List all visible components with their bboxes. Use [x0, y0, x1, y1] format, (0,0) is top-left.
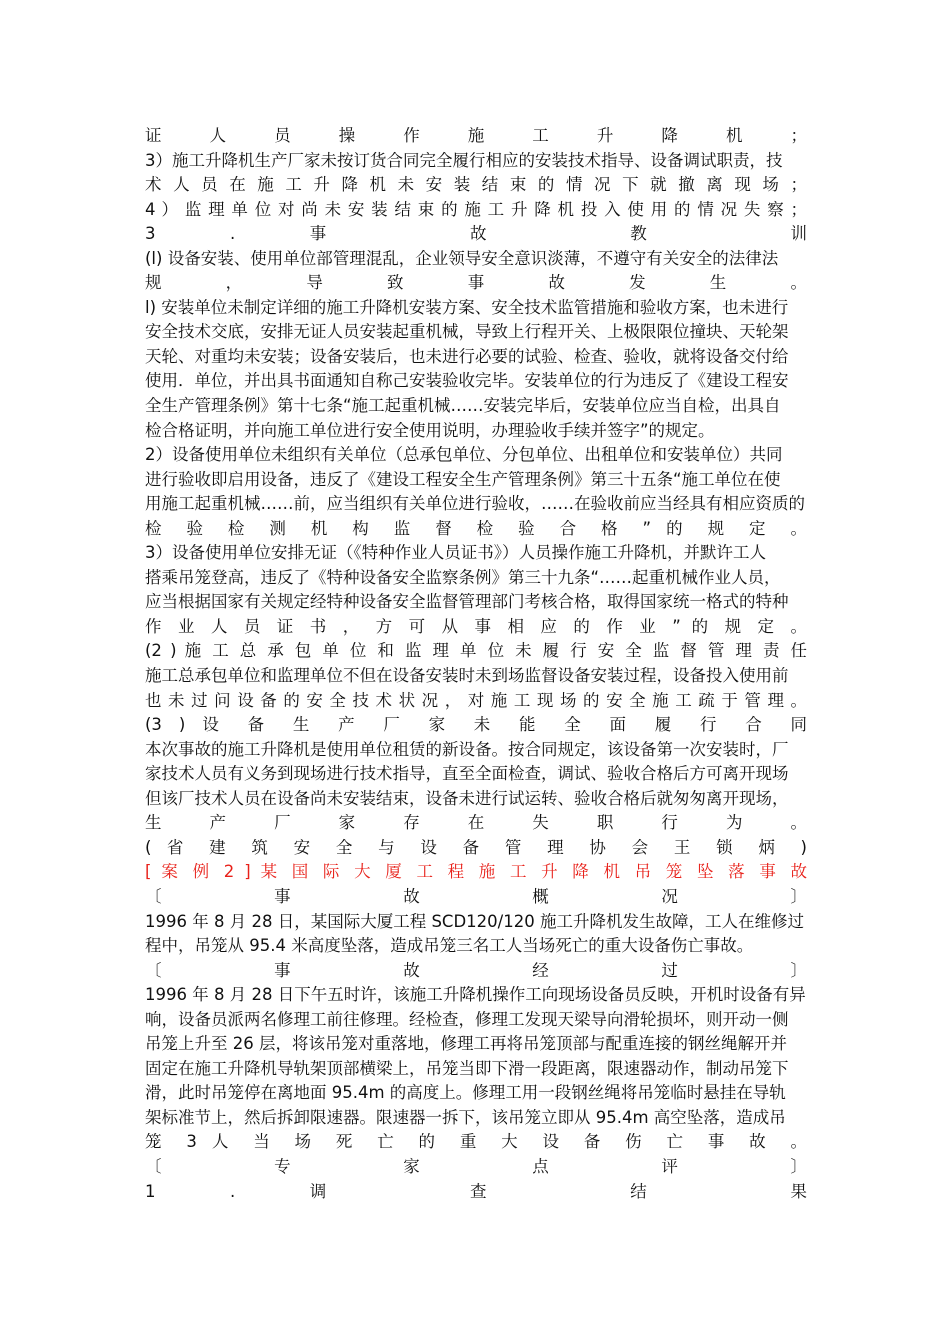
text-line: 规 ， 导 致 事 故 发 生 。	[145, 273, 807, 293]
text-line: 天轮、对重均未安装；设备安装后，也未进行必要的试验、检查、验收，就将设备交付给	[145, 346, 789, 366]
text-line: 3）施工升降机生产厂家未按订货合同完全履行相应的安装技术指导、设备调试职责，技	[145, 150, 783, 170]
text-line: 〔 事 故 经 过 〕	[145, 960, 807, 980]
text-line: 〔 专 家 点 评 〕	[145, 1156, 807, 1176]
text-line: 2）设备使用单位未组织有关单位（总承包单位、分包单位、出租单位和安装单位）共同	[145, 445, 783, 465]
text-line: 安全技术交底，安排无证人员安装起重机械，导致上行程开关、上极限限位撞块、天轮架	[145, 322, 789, 342]
text-line: 生 产 厂 家 存 在 失 职 行 为 。	[145, 813, 807, 833]
text-line: 证 人 员 操 作 施 工 升 降 机 ；	[145, 126, 807, 145]
text-line: 施工总承包单位和监理单位不但在设备安装时未到场监督设备安装过程，设备投入使用前	[145, 666, 789, 686]
text-line: 但该厂技术人员在设备尚未安装结束，设备未进行试运转、验收合格后就匆匆离开现场，	[145, 788, 789, 808]
text-line: 使用．单位，并出具书面通知自称己安装验收完毕。安装单位的行为违反了《建设工程安	[145, 371, 789, 391]
text-line: l) 安装单位未制定详细的施工升降机安装方案、安全技术监管措施和验收方案，也未进行	[145, 297, 789, 317]
text-line: 本次事故的施工升降机是使用单位租赁的新设备。按合同规定，该设备第一次安装时，厂	[145, 739, 789, 759]
text-line: 用施工起重机械……前，应当组织有关单位进行验收，……在验收前应当经具有相应资质的	[145, 494, 805, 514]
text-line: 检合格证明，并向施工单位进行安全使用说明，办理验收手续并签字”的规定。	[145, 420, 715, 440]
text-line: 作 业 人 员 证 书 ， 方 可 从 事 相 应 的 作 业 ” 的 规 定 。	[145, 616, 807, 636]
text-line: 3）设备使用单位安排无证（《特种作业人员证书》）人员操作施工升降机，并默许工人	[145, 543, 766, 563]
text-line: 搭乘吊笼登高，违反了《特种设备安全监察条例》第三十九条“……起重机械作业人员，	[145, 567, 781, 587]
text-line: 进行验收即启用设备，违反了《建设工程安全生产管理条例》第三十五条“施工单位在使	[145, 469, 781, 489]
text-line: 〔 事 故 概 况 〕	[145, 886, 807, 906]
text-line: (2 ) 施 工 总 承 包 单 位 和 监 理 单 位 未 履 行 安 全 监 督 管 理 责 任	[145, 641, 807, 661]
text-line: 程中，吊笼从 95.4 米高度坠落，造成吊笼三名工人当场死亡的重大设备伤亡事故。	[145, 936, 754, 956]
text-line: 家技术人员有义务到现场进行技术指导，直至全面检查，调试、验收合格后方可离开现场	[145, 764, 789, 784]
text-line: 术 人 员 在 施 工 升 降 机 未 安 装 结 束 的 情 况 下 就 撤 离 现 场 ；	[145, 175, 807, 195]
text-line: 3 . 事 故 教 训	[145, 224, 807, 244]
text-line: 全生产管理条例》第十七条“施工起重机械……安装完毕后，安装单位应当自检，出具自	[145, 396, 781, 416]
text-line: 1 . 调 查 结 果	[145, 1181, 807, 1201]
document-body	[145, 124, 807, 1204]
text-line: 1996 年 8 月 28 日，某国际大厦工程 SCD120/120 施工升降机发生故障，工人在维修过	[145, 911, 804, 931]
text-line: 应当根据国家有关规定经特种设备安全监督管理部门考核合格，取得国家统一格式的特种	[145, 592, 789, 612]
text-line: 笼 3 人 当 场 死 亡 的 重 大 设 备 伤 亡 事 故 。	[145, 1132, 807, 1152]
text-line: ( 省 建 筑 安 全 与 设 备 管 理 协 会 王 锁 炳 )	[145, 837, 807, 857]
text-line: (l) 设备安装、使用单位部管理混乱，企业领导安全意识淡薄，不遵守有关安全的法律法	[145, 248, 779, 268]
text-line: 架标准节上，然后拆卸限速器。限速器一拆下，该吊笼立即从 95.4m 高空坠落，造成吊	[145, 1107, 786, 1127]
text-line: 响，设备员派两名修理工前往修理。经检查，修理工发现天梁导向滑轮损坏，则开动一侧	[145, 1009, 789, 1029]
text-line: 固定在施工升降机导轨架顶部横梁上，吊笼当即下滑一段距离，限速器动作，制动吊笼下	[145, 1058, 789, 1078]
text-line: 1996 年 8 月 28 日下午五时许，该施工升降机操作工向现场设备员反映，开机时设备有异	[145, 985, 806, 1005]
text-line: 也 未 过 问 设 备 的 安 全 技 术 状 况 ， 对 施 工 现 场 的 安 全 施 工 疏 于 管 理 。	[145, 690, 807, 710]
text-line: 检 验 检 测 机 构 监 督 检 验 合 格 ” 的 规 定 。	[145, 518, 807, 538]
text-line: 滑，此时吊笼停在离地面 95.4m 的高度上。修理工用一段钢丝绳将吊笼临时悬挂在导轨	[145, 1083, 786, 1103]
text-line: 吊笼上升至 26 层，将该吊笼对重落地，修理工再将吊笼顶部与配重连接的钢丝绳解开并	[145, 1034, 787, 1054]
text-line: (3 ) 设 备 生 产 厂 家 未 能 全 面 履 行 合 同	[145, 715, 807, 735]
case-heading-line: [ 案 例 2 ] 某 国 际 大 厦 工 程 施 工 升 降 机 吊 笼 坠 落 事 故	[145, 862, 807, 882]
text-line: 4 ） 监 理 单 位 对 尚 未 安 装 结 束 的 施 工 升 降 机 投 入 使 用 的 情 况 失 察 ；	[145, 199, 807, 219]
